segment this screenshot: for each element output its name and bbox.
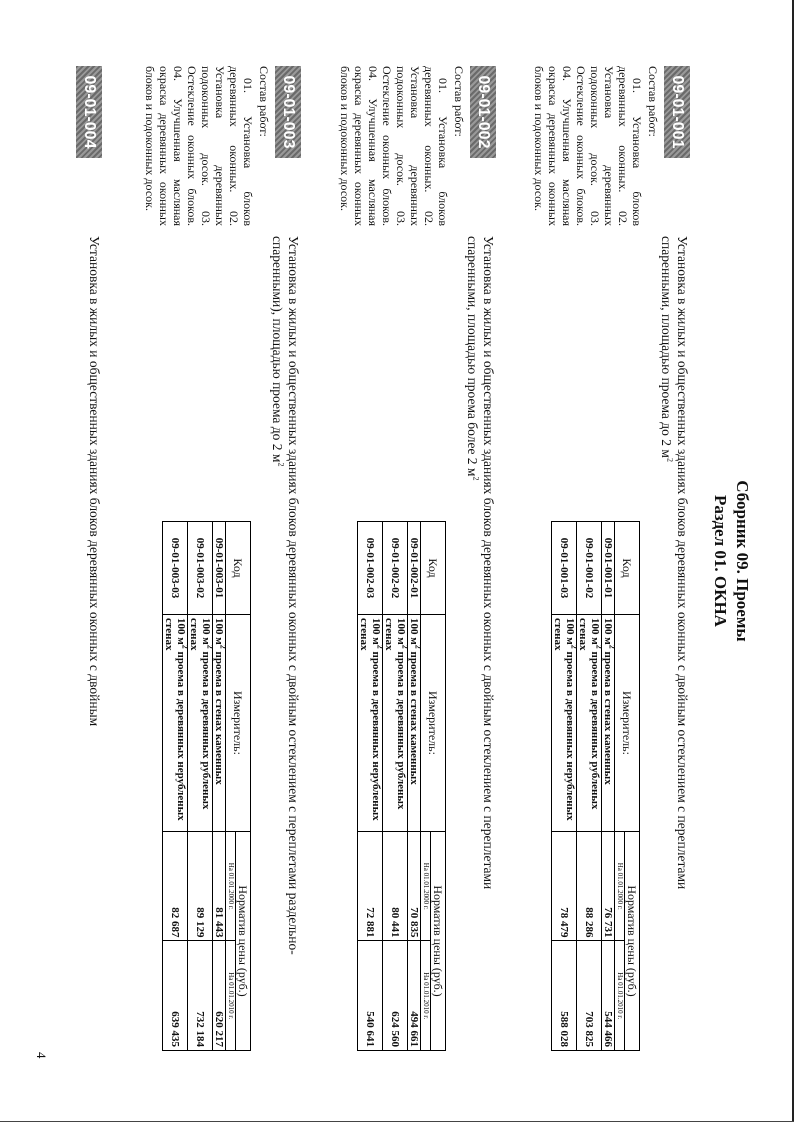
price-table xyxy=(357,521,446,1051)
table-row xyxy=(577,522,602,1051)
table-row xyxy=(163,522,188,1051)
section-heading-sup: 2 xyxy=(276,462,286,467)
col-price-header: Норматив цены (руб.) xyxy=(431,832,446,1051)
col-price-header: Норматив цены (руб.) xyxy=(625,832,640,1051)
price-table xyxy=(551,521,640,1051)
row-measure: 100 $м^2$ проема в стенах каменных xyxy=(602,615,615,832)
section-code-badge: 09-01-001 xyxy=(664,66,690,158)
col-date1-header: На 01.01.2000 г. xyxy=(226,832,236,941)
row-price-2000: 89 129 xyxy=(188,832,213,941)
work-composition-text: 01. Установка блоков деревянных оконных. 02. Установка деревянных подоконных досок. 03. Остекление оконных блоков. 04. Улучшенная масляная окраска деревянных оконных блоков и подоконных досок. xyxy=(143,66,255,226)
table-row xyxy=(383,522,408,1051)
col-measure-header: Измеритель: xyxy=(226,615,251,832)
row-price-2010: 494 661 xyxy=(408,941,421,1051)
col-code-header: Код xyxy=(615,522,640,615)
col-date1-header: На 01.01.2000 г. xyxy=(615,832,625,941)
work-composition xyxy=(143,66,271,226)
row-code: 09-01-002-02 xyxy=(383,522,408,615)
table-row xyxy=(602,522,615,1051)
work-composition xyxy=(532,66,660,226)
row-code: 09-01-003-01 xyxy=(213,522,226,615)
section-heading xyxy=(658,236,690,956)
row-measure: 100 $м^2$ проема в деревянных нерубленых стенах xyxy=(552,615,577,832)
price-table xyxy=(162,521,251,1051)
row-measure: 100 $м^2$ проема в стенах каменных xyxy=(213,615,226,832)
section-heading-sup: 2 xyxy=(665,457,675,462)
col-date2-header: На 01.01.2010 г. xyxy=(421,941,431,1051)
table-row xyxy=(552,522,577,1051)
collection-title: Сборник 09. Проемы xyxy=(733,480,752,642)
work-composition xyxy=(338,66,466,226)
row-price-2010: 620 217 xyxy=(213,941,226,1051)
work-composition-text: 01. Установка блоков деревянных оконных. 02. Установка деревянных подоконных досок. 03. Остекление оконных блоков. 04. Улучшенная масляная окраска деревянных оконных блоков и подоконных досок. xyxy=(532,66,644,226)
col-date1-header: На 01.01.2000 г. xyxy=(421,832,431,941)
row-price-2010: 544 466 xyxy=(602,941,615,1051)
table-row xyxy=(188,522,213,1051)
row-price-2000: 88 286 xyxy=(577,832,602,941)
table-row xyxy=(358,522,383,1051)
row-price-2000: 82 687 xyxy=(163,832,188,941)
row-code: 09-01-003-02 xyxy=(188,522,213,615)
row-price-2000: 72 881 xyxy=(358,832,383,941)
row-price-2010: 639 435 xyxy=(163,941,188,1051)
section-heading-text: Установка в жилых и общественных зданиях блоков деревянных оконных с двойным остеклением с переплетами раздельно-спаренными), площадью проема до 2 м xyxy=(270,236,301,955)
section-heading xyxy=(269,236,301,956)
section-code-badge: 09-01-002 xyxy=(470,66,496,158)
row-price-2010: 588 028 xyxy=(552,941,577,1051)
row-price-2010: 732 184 xyxy=(188,941,213,1051)
row-price-2000: 76 731 xyxy=(602,832,615,941)
section-code-badge: 09-01-003 xyxy=(275,66,301,158)
col-measure-header: Измеритель: xyxy=(421,615,446,832)
row-measure: 100 $м^2$ проема в стенах каменных xyxy=(408,615,421,832)
row-code: 09-01-001-01 xyxy=(602,522,615,615)
row-measure: 100 $м^2$ проема в деревянных рубленых стенах xyxy=(188,615,213,832)
row-measure: 100 $м^2$ проема в деревянных рубленых стенах xyxy=(383,615,408,832)
section-heading xyxy=(464,236,496,956)
section-heading-text: Установка в жилых и общественных зданиях блоков деревянных оконных с двойным остеклением с переплетами спаренными, площадью проема до 2 м xyxy=(659,236,690,890)
table-row xyxy=(408,522,421,1051)
row-price-2010: 540 641 xyxy=(358,941,383,1051)
row-measure: 100 $м^2$ проема в деревянных нерубленых стенах xyxy=(163,615,188,832)
col-code-header: Код xyxy=(226,522,251,615)
row-code: 09-01-001-03 xyxy=(552,522,577,615)
col-date2-header: На 01.01.2010 г. xyxy=(226,941,236,1051)
row-price-2000: 70 835 xyxy=(408,832,421,941)
row-code: 09-01-001-02 xyxy=(577,522,602,615)
row-code: 09-01-002-03 xyxy=(358,522,383,615)
row-code: 09-01-003-03 xyxy=(163,522,188,615)
section-heading-sup: 2 xyxy=(471,476,481,481)
section-title: Раздел 01. ОКНА xyxy=(711,495,730,627)
row-measure: 100 $м^2$ проема в деревянных рубленых стенах xyxy=(577,615,602,832)
row-price-2010: 624 560 xyxy=(383,941,408,1051)
work-composition-text: 01. Установка блоков деревянных оконных. 02. Установка деревянных подоконных досок. 03. Остекление оконных блоков. 04. Улучшенная масляная окраска деревянных оконных блоков и подоконных досок. xyxy=(338,66,450,226)
page-number: 4 xyxy=(34,1052,49,1059)
row-price-2000: 81 443 xyxy=(213,832,226,941)
section-heading-text: Установка в жилых и общественных зданиях блоков деревянных оконных с двойным остеклением с переплетами спаренными, площадью проема более 2 м xyxy=(465,236,496,890)
section-code-badge: 09-01-004 xyxy=(76,66,102,158)
col-code-header: Код xyxy=(421,522,446,615)
col-price-header: Норматив цены (руб.) xyxy=(236,832,251,1051)
col-date2-header: На 01.01.2010 г. xyxy=(615,941,625,1051)
row-price-2000: 78 479 xyxy=(552,832,577,941)
row-code: 09-01-002-01 xyxy=(408,522,421,615)
col-measure-header: Измеритель: xyxy=(615,615,640,832)
work-composition-label: Состав работ: xyxy=(452,66,466,137)
row-price-2000: 80 441 xyxy=(383,832,408,941)
row-measure: 100 $м^2$ проема в деревянных нерубленых стенах xyxy=(358,615,383,832)
row-price-2010: 703 825 xyxy=(577,941,602,1051)
section-heading: Установка в жилых и общественных зданиях блоков деревянных оконных с двойным xyxy=(87,236,102,727)
work-composition-label: Состав работ: xyxy=(646,66,660,137)
work-composition-label: Состав работ: xyxy=(257,66,271,137)
table-row xyxy=(213,522,226,1051)
